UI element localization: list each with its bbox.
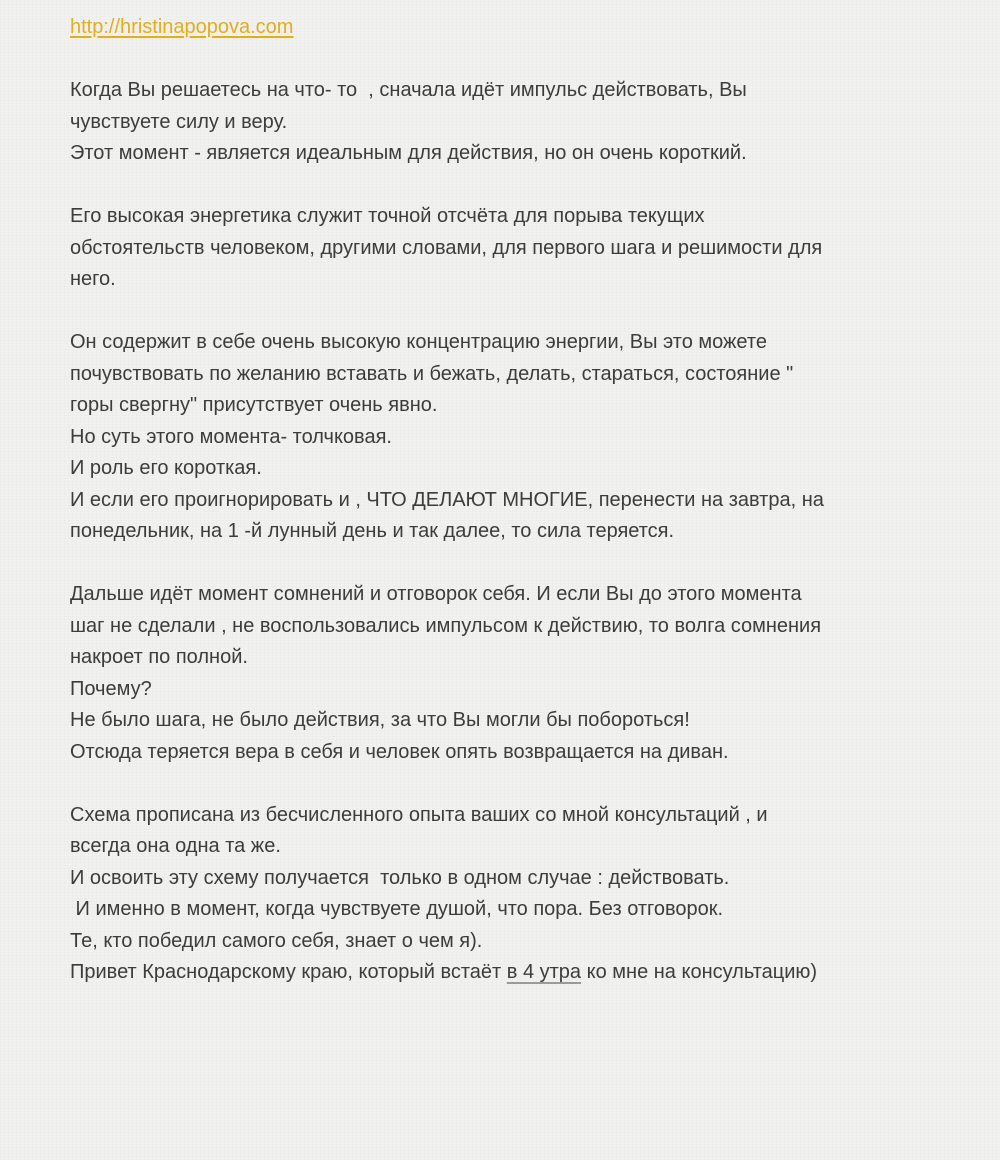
note-line: И роль его короткая. (70, 457, 262, 479)
note-text (70, 44, 975, 958)
note-line: чувствуете силу и веру. (70, 110, 288, 133)
note-line: накроет по полной. (70, 646, 248, 668)
note-line: понедельник, на 1 -й лунный день и так далее, то сила теряется. (70, 520, 675, 542)
note-line: горы свергну" присутствует очень явно. (70, 394, 438, 416)
blank-line (70, 548, 975, 580)
last-line-start: Привет Краснодарскому краю, который встаёт (70, 961, 507, 983)
underlined-phrase: в 4 утра (506, 961, 582, 983)
note-line: почувствовать по желанию вставать и бежать, делать, стараться, состояние " (70, 362, 794, 385)
note-line: шаг не сделали , не воспользовались импульсом к действию, то волга сомнения (70, 614, 822, 637)
note-line: Этот момент - является идеальным для действия, но он очень короткий. (70, 142, 747, 164)
blank-line (70, 296, 975, 328)
note-line: Но суть этого момента- толчковая. (70, 425, 392, 448)
note-line-last (70, 957, 975, 989)
note-line: Схема прописана из бесчисленного опыта ваших со мной консультаций , и (70, 803, 768, 826)
blank-line (70, 44, 975, 76)
note-line: Те, кто победил самого себя, знает о чем я). (70, 929, 483, 952)
note-line: Его высокая энергетика служит точной отсчёта для порыва текущих (70, 205, 705, 227)
note-line: И именно в момент, когда чувствуете душой, что пора. Без отговорок. (70, 898, 724, 920)
note-line: Дальше идёт момент сомнений и отговорок себя. И если Вы до этого момента (70, 583, 802, 605)
blank-line (70, 768, 975, 800)
note-line: него. (70, 268, 116, 290)
note-body (70, 12, 975, 989)
note-line: обстоятельств человеком, другими словами, для первого шага и решимости для (70, 236, 823, 259)
last-line-end: ко мне на консультацию) (581, 961, 818, 983)
note-line: всегда она одна та же. (70, 835, 281, 857)
note-line: Отсюда теряется вера в себя и человек опять возвращается на диван. (70, 740, 729, 763)
note-line: Почему? (70, 677, 152, 700)
blank-line (70, 170, 975, 202)
note-line: Он содержит в себе очень высокую концентрацию энергии, Вы это можете (70, 331, 767, 353)
note-line: И если его проигнорировать и , ЧТО ДЕЛАЮТ МНОГИЕ, перенести на завтра, на (70, 488, 824, 511)
note-line: И освоить эту схему получается только в одном случае : действовать. (70, 866, 730, 889)
note-line: Не было шага, не было действия, за что Вы могли бы побороться! (70, 709, 690, 731)
note-line: Когда Вы решаетесь на что- то , сначала идёт импульс действовать, Вы (70, 79, 747, 101)
website-link[interactable]: http://hristinapopova.com (70, 16, 294, 38)
